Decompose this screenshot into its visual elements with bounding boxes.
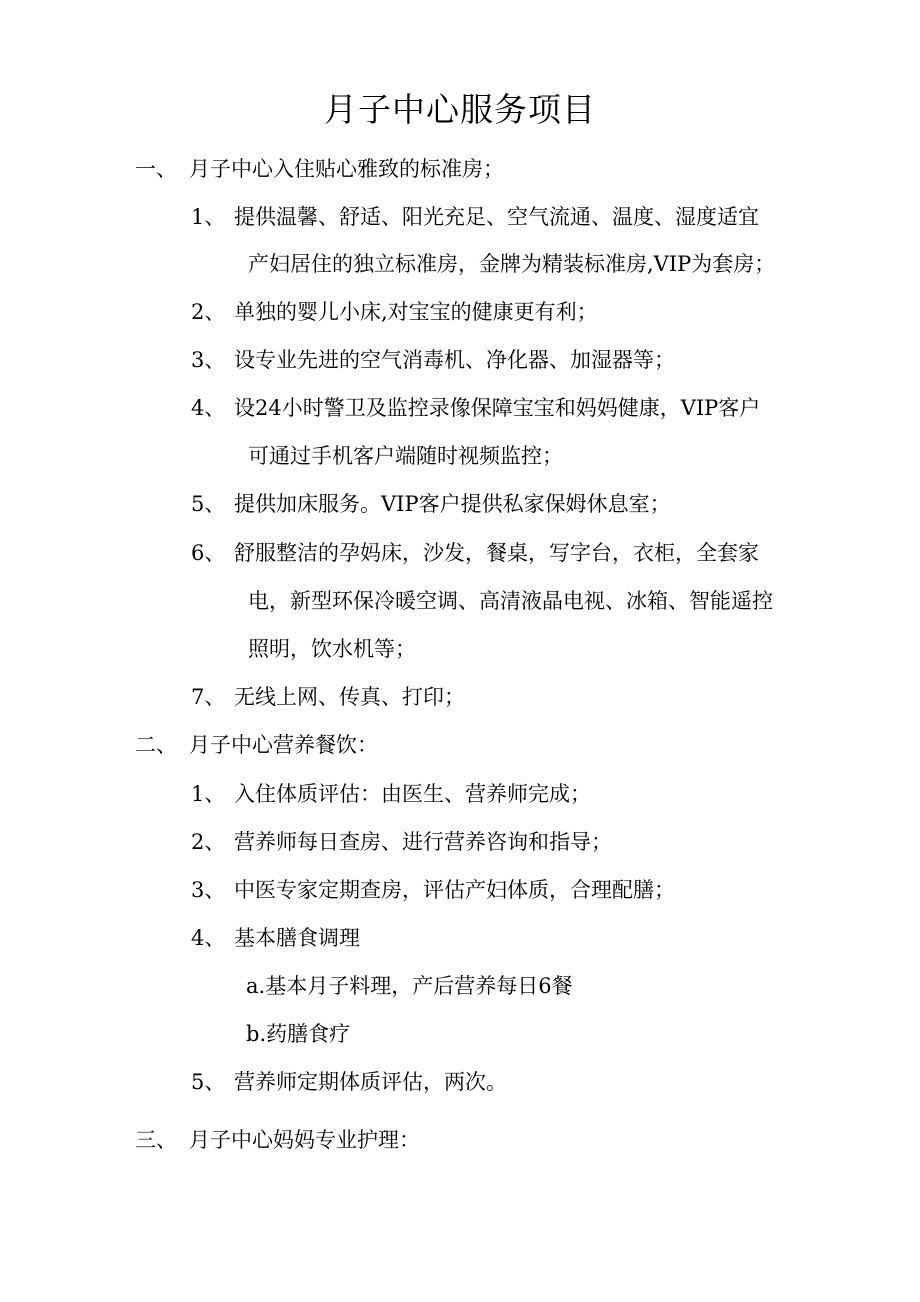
item-text: 营养师定期体质评估，两次。 [234,1070,507,1094]
item-number: 4、 [191,926,226,950]
item-number: 3、 [191,348,226,372]
item-number: 2、 [191,300,226,324]
item-text: 提供温馨、舒适、阳光充足、空气流通、温度、湿度适宜 [234,205,759,229]
item-number: 1、 [191,782,226,806]
item-text: 电，新型环保冷暖空调、高清液晶电视、冰箱、智能遥控 [248,589,773,613]
item-text: 产妇居住的独立标准房，金牌为精装标准房,VIP为套房； [248,252,776,276]
item-text: 基本膳食调理 [234,926,360,950]
item-number: 5、 [191,492,226,516]
section-title: 月子中心营养餐饮： [189,733,378,757]
item-text: 入住体质评估：由医生、营养师完成； [234,782,591,806]
item-number: 1、 [191,205,226,229]
section-number: 三、 [135,1128,177,1152]
item-number: 7、 [191,685,226,709]
item-text: 单独的婴儿小床,对宝宝的健康更有利； [234,300,598,324]
item-text: 中医专家定期查房，评估产妇体质，合理配膳； [234,878,675,902]
item-text: 可通过手机客户端随时视频监控； [248,444,563,468]
section-number: 一、 [135,157,177,181]
section-number: 二、 [135,733,177,757]
section-title: 月子中心妈妈专业护理： [189,1128,420,1152]
item-number: 2、 [191,830,226,854]
item-number: 3、 [191,878,226,902]
sub-item-text: a.基本月子料理，产后营养每日6餐 [246,974,573,998]
item-text: 设24小时警卫及监控录像保障宝宝和妈妈健康，VIP客户 [234,396,761,420]
sub-item-text: b.药膳食疗 [246,1022,351,1046]
item-number: 4、 [191,396,226,420]
item-text: 营养师每日查房、进行营养咨询和指导； [234,830,612,854]
item-number: 6、 [191,541,226,565]
page-title: 月子中心服务项目 [324,90,596,129]
item-text: 无线上网、传真、打印； [234,685,465,709]
item-text: 照明，饮水机等； [248,637,416,661]
item-text: 舒服整洁的孕妈床，沙发，餐桌，写字台，衣柜，全套家 [234,541,759,565]
item-number: 5、 [191,1070,226,1094]
section-title: 月子中心入住贴心雅致的标准房； [189,157,504,181]
item-text: 提供加床服务。VIP客户提供私家保姆休息室； [234,492,671,516]
item-text: 设专业先进的空气消毒机、净化器、加湿器等； [234,348,675,372]
